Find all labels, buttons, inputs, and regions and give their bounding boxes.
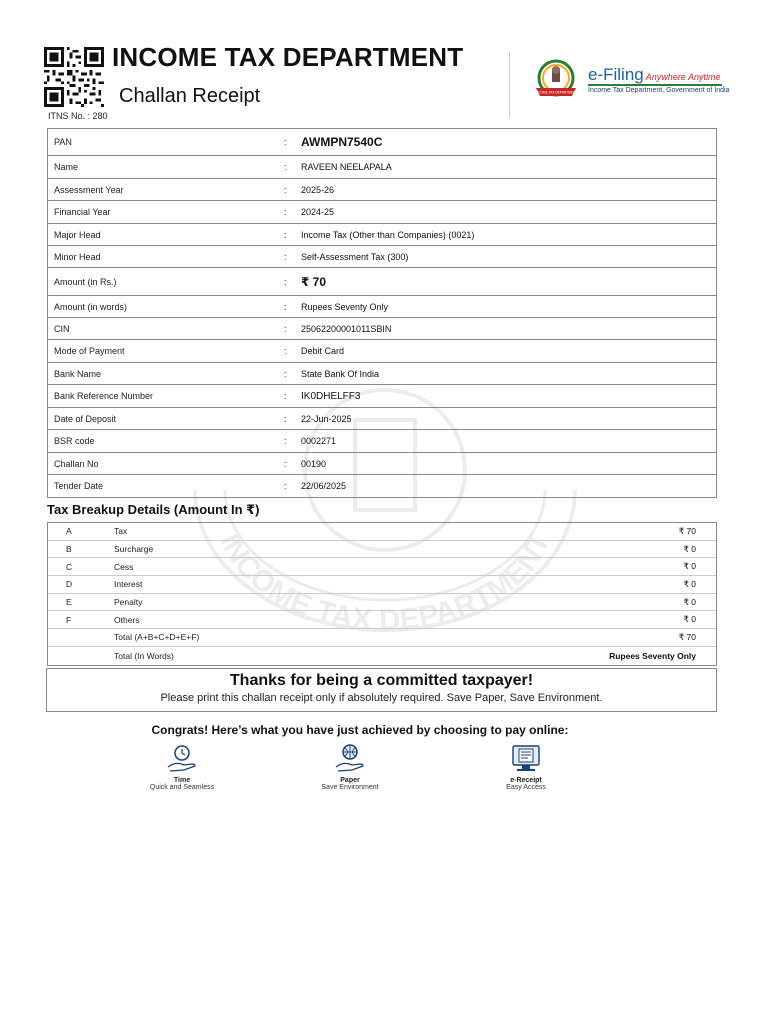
detail-label: PAN [54, 137, 72, 147]
detail-row-cin: CIN : 25062200001011SBIN [48, 318, 716, 340]
detail-row-pan: PAN : AWMPN7540C [48, 129, 716, 156]
pan-value: AWMPN7540C [301, 135, 383, 149]
detail-row-amount-words: Amount (in words) : Rupees Seventy Only [48, 296, 716, 318]
thanks-box [46, 668, 717, 712]
detail-row-challan-no: Challan No : 00190 [48, 453, 716, 475]
thanks-subtext: Please print this challan receipt only if absolutely required. Save Paper, Save Environment. [160, 692, 603, 704]
document-monitor-icon [506, 743, 546, 775]
tax-breakup-table [47, 522, 717, 666]
detail-row-tender-date: Tender Date : 22/06/2025 [54, 481, 347, 491]
page-title: INCOME TAX DEPARTMENT [112, 42, 464, 72]
header-divider [509, 52, 510, 118]
achievement-paper: Paper Save Environment [290, 743, 410, 791]
achievement-ereceipt: e-Receipt Easy Access [466, 743, 586, 791]
detail-row-minor-head: Minor Head : Self-Assessment Tax (300) [48, 246, 716, 268]
detail-row-financial-year: Financial Year : 2024-25 [48, 201, 716, 224]
globe-hand-icon [330, 743, 370, 775]
detail-row-assessment-year: Assessment Year : 2025-26 [48, 179, 716, 201]
detail-row-payment-mode: Mode of Payment : Debit Card [48, 340, 716, 363]
qr-code [43, 47, 105, 107]
emblem-icon [532, 58, 584, 100]
efiling-title: e-Filing [588, 65, 644, 84]
achievement-time: Time Quick and Seamless [122, 743, 242, 791]
page-subtitle: Challan Receipt [119, 85, 261, 107]
name-value: RAVEEN NEELAPALA [301, 162, 392, 172]
breakup-total-row: Total (A+B+C+D+E+F) ₹ 70 [48, 629, 716, 647]
thanks-heading: Thanks for being a committed taxpayer! [229, 672, 534, 689]
challan-details-table [47, 128, 717, 498]
detail-row-name: Name : RAVEEN NEELAPALA [48, 156, 716, 179]
clock-hand-icon [162, 743, 202, 775]
breakup-row: D Interest ₹ 0 [48, 576, 716, 594]
detail-row-deposit-date: Date of Deposit : 22-Jun-2025 [48, 408, 716, 430]
detail-row-amount: Amount (in Rs.) : ₹ 70 [48, 268, 716, 296]
amount-value: ₹ 70 [301, 274, 327, 289]
emblem-ribbon-text: INCOME TAX DEPARTMENT [534, 90, 578, 95]
breakup-total-words-row: Total (In Words) Rupees Seventy Only [114, 650, 696, 661]
efiling-tagline: Anywhere Anytime [645, 72, 721, 82]
efiling-underline [588, 84, 722, 86]
detail-row-major-head: Major Head : Income Tax (Other than Companies) (0021) [48, 224, 716, 246]
breakup-title: Tax Breakup Details (Amount In ₹) [47, 502, 260, 517]
watermark-text: INCOME TAX DEPARTMENT [213, 527, 557, 638]
breakup-row: E Penalty ₹ 0 [48, 594, 716, 612]
itns-number: ITNS No. : 280 [48, 111, 108, 121]
detail-row-bsr-code: BSR code : 0002271 [48, 430, 716, 453]
efiling-dept: Income Tax Department, Government of India [588, 87, 730, 94]
efiling-logo [532, 58, 732, 102]
breakup-row: F Others ₹ 0 [48, 611, 716, 629]
breakup-row: A Tax ₹ 70 [48, 523, 716, 541]
breakup-row: C Cess ₹ 0 [48, 558, 716, 576]
congrats-heading: Congrats! Here’s what you have just achieved by choosing to pay online: [151, 723, 569, 737]
breakup-row: B Surcharge ₹ 0 [48, 541, 716, 559]
detail-row-bank-name: Bank Name : State Bank Of India [48, 363, 716, 385]
detail-row-bank-ref: Bank Reference Number : IK0DHELFF3 [48, 385, 716, 408]
